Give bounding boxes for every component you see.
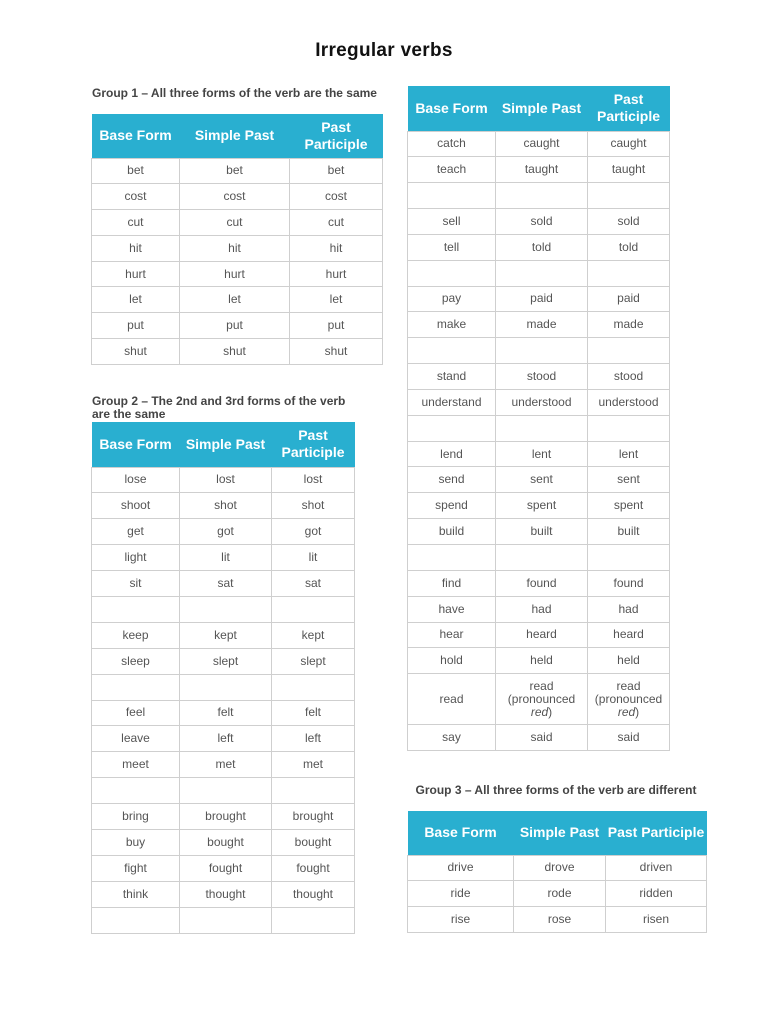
cell-base-form: sleep bbox=[92, 648, 180, 674]
table-row bbox=[92, 313, 383, 339]
cell-simple-past: sat bbox=[180, 571, 272, 597]
cell-simple-past: left bbox=[180, 726, 272, 752]
cell-simple-past: read (pronounced red) bbox=[496, 674, 588, 725]
cell-simple-past bbox=[180, 596, 272, 622]
table-row bbox=[408, 131, 670, 157]
header-past-participle: Past Participle bbox=[272, 422, 355, 467]
cell-simple-past: said bbox=[496, 725, 588, 751]
page-title: Irregular verbs bbox=[315, 40, 453, 61]
cell-base-form bbox=[92, 907, 180, 933]
cell-simple-past: hurt bbox=[180, 261, 290, 287]
cell-past-participle: read (pronounced red) bbox=[588, 674, 670, 725]
cell-base-form: understand bbox=[408, 389, 496, 415]
table-row bbox=[92, 261, 383, 287]
cell-past-participle: sold bbox=[588, 209, 670, 235]
cell-base-form: send bbox=[408, 467, 496, 493]
cell-simple-past: kept bbox=[180, 622, 272, 648]
table-row bbox=[92, 184, 383, 210]
group1-table bbox=[91, 114, 383, 365]
cell-base-form: build bbox=[408, 519, 496, 545]
cell-past-participle: driven bbox=[606, 855, 707, 881]
table-row bbox=[92, 726, 355, 752]
cell-simple-past: sent bbox=[496, 467, 588, 493]
table-row bbox=[408, 674, 670, 725]
cell-past-participle bbox=[272, 596, 355, 622]
cell-base-form: let bbox=[92, 287, 180, 313]
cell-past-participle: taught bbox=[588, 157, 670, 183]
cell-simple-past: stood bbox=[496, 364, 588, 390]
cell-simple-past: shut bbox=[180, 339, 290, 365]
table-row bbox=[92, 235, 383, 261]
group3-table bbox=[407, 811, 707, 933]
cell-simple-past: lost bbox=[180, 467, 272, 493]
table-row bbox=[408, 519, 670, 545]
header-simple-past: Simple Past bbox=[514, 811, 606, 855]
cell-past-participle: heard bbox=[588, 622, 670, 648]
cell-simple-past: cost bbox=[180, 184, 290, 210]
cell-past-participle: hurt bbox=[290, 261, 383, 287]
cell-past-participle: lent bbox=[588, 441, 670, 467]
cell-simple-past: heard bbox=[496, 622, 588, 648]
cell-base-form: hear bbox=[408, 622, 496, 648]
cell-past-participle: lit bbox=[272, 545, 355, 571]
cell-simple-past: had bbox=[496, 596, 588, 622]
cell-past-participle: brought bbox=[272, 804, 355, 830]
cell-base-form bbox=[408, 338, 496, 364]
table-row bbox=[408, 570, 670, 596]
table-row bbox=[408, 907, 707, 933]
table-row bbox=[408, 415, 670, 441]
cell-base-form: catch bbox=[408, 131, 496, 157]
table-row bbox=[408, 389, 670, 415]
cell-base-form: say bbox=[408, 725, 496, 751]
cell-past-participle bbox=[588, 338, 670, 364]
cell-base-form: shut bbox=[92, 339, 180, 365]
cell-simple-past: met bbox=[180, 752, 272, 778]
table-row bbox=[408, 467, 670, 493]
cell-base-form: meet bbox=[92, 752, 180, 778]
cell-base-form: tell bbox=[408, 234, 496, 260]
cell-past-participle: hit bbox=[290, 235, 383, 261]
group2-continued-table bbox=[407, 86, 670, 751]
cell-simple-past: sold bbox=[496, 209, 588, 235]
cell-base-form: cost bbox=[92, 184, 180, 210]
cell-past-participle: paid bbox=[588, 286, 670, 312]
cell-past-participle: stood bbox=[588, 364, 670, 390]
cell-past-participle: thought bbox=[272, 881, 355, 907]
cell-base-form: find bbox=[408, 570, 496, 596]
table-row bbox=[92, 545, 355, 571]
cell-past-participle: sat bbox=[272, 571, 355, 597]
cell-base-form: sell bbox=[408, 209, 496, 235]
cell-base-form: ride bbox=[408, 881, 514, 907]
table-row bbox=[92, 158, 383, 184]
header-base-form: Base Form bbox=[408, 811, 514, 855]
cell-simple-past: caught bbox=[496, 131, 588, 157]
cell-base-form: hurt bbox=[92, 261, 180, 287]
cell-simple-past: found bbox=[496, 570, 588, 596]
cell-simple-past: rode bbox=[514, 881, 606, 907]
table-row bbox=[92, 778, 355, 804]
cell-base-form: drive bbox=[408, 855, 514, 881]
cell-past-participle: made bbox=[588, 312, 670, 338]
cell-base-form: rise bbox=[408, 907, 514, 933]
cell-base-form: fight bbox=[92, 855, 180, 881]
table-row bbox=[408, 648, 670, 674]
table-row bbox=[408, 855, 707, 881]
table-row bbox=[92, 700, 355, 726]
cell-simple-past: thought bbox=[180, 881, 272, 907]
table-row bbox=[408, 209, 670, 235]
group1-heading: Group 1 – All three forms of the verb are the same bbox=[92, 86, 377, 100]
cell-simple-past: bet bbox=[180, 158, 290, 184]
cell-base-form bbox=[408, 183, 496, 209]
cell-simple-past bbox=[496, 260, 588, 286]
cell-base-form: make bbox=[408, 312, 496, 338]
table-row bbox=[92, 519, 355, 545]
table-row bbox=[92, 622, 355, 648]
cell-past-participle: fought bbox=[272, 855, 355, 881]
header-base-form: Base Form bbox=[92, 114, 180, 158]
cell-base-form: teach bbox=[408, 157, 496, 183]
cell-past-participle: slept bbox=[272, 648, 355, 674]
group2-heading: Group 2 – The 2nd and 3rd forms of the verb are the same bbox=[92, 394, 346, 421]
table-row bbox=[408, 286, 670, 312]
table-row bbox=[408, 183, 670, 209]
cell-base-form: put bbox=[92, 313, 180, 339]
cell-simple-past: cut bbox=[180, 210, 290, 236]
cell-past-participle: cost bbox=[290, 184, 383, 210]
cell-past-participle: held bbox=[588, 648, 670, 674]
cell-past-participle: felt bbox=[272, 700, 355, 726]
cell-past-participle bbox=[588, 545, 670, 571]
table-row bbox=[408, 622, 670, 648]
header-base-form: Base Form bbox=[408, 86, 496, 131]
cell-base-form: hit bbox=[92, 235, 180, 261]
cell-past-participle: put bbox=[290, 313, 383, 339]
cell-base-form bbox=[92, 596, 180, 622]
header-past-participle: Past Participle bbox=[588, 86, 670, 131]
cell-base-form: lend bbox=[408, 441, 496, 467]
group2-table bbox=[91, 422, 355, 934]
cell-simple-past: drove bbox=[514, 855, 606, 881]
table-row bbox=[408, 725, 670, 751]
cell-past-participle: let bbox=[290, 287, 383, 313]
cell-simple-past bbox=[180, 778, 272, 804]
cell-simple-past: told bbox=[496, 234, 588, 260]
cell-past-participle bbox=[272, 907, 355, 933]
cell-past-participle: ridden bbox=[606, 881, 707, 907]
cell-base-form: read bbox=[408, 674, 496, 725]
cell-simple-past: lent bbox=[496, 441, 588, 467]
cell-simple-past: let bbox=[180, 287, 290, 313]
table-row bbox=[408, 493, 670, 519]
cell-simple-past bbox=[496, 183, 588, 209]
cell-base-form bbox=[408, 545, 496, 571]
cell-past-participle: met bbox=[272, 752, 355, 778]
table-row bbox=[408, 234, 670, 260]
cell-past-participle bbox=[588, 183, 670, 209]
table-row bbox=[408, 545, 670, 571]
header-past-participle: Past Participle bbox=[290, 114, 383, 158]
table-row bbox=[92, 648, 355, 674]
cell-base-form: hold bbox=[408, 648, 496, 674]
table-row bbox=[408, 441, 670, 467]
cell-past-participle: lost bbox=[272, 467, 355, 493]
cell-past-participle bbox=[588, 415, 670, 441]
table-row bbox=[408, 312, 670, 338]
table-row bbox=[92, 804, 355, 830]
cell-past-participle: left bbox=[272, 726, 355, 752]
cell-simple-past bbox=[496, 545, 588, 571]
cell-base-form bbox=[408, 260, 496, 286]
cell-base-form: stand bbox=[408, 364, 496, 390]
cell-simple-past: paid bbox=[496, 286, 588, 312]
table-row bbox=[92, 881, 355, 907]
table-row bbox=[92, 287, 383, 313]
table-row bbox=[92, 907, 355, 933]
table-row bbox=[408, 338, 670, 364]
cell-base-form: get bbox=[92, 519, 180, 545]
cell-past-participle: shot bbox=[272, 493, 355, 519]
cell-simple-past: slept bbox=[180, 648, 272, 674]
cell-past-participle bbox=[272, 778, 355, 804]
cell-simple-past: put bbox=[180, 313, 290, 339]
table-row bbox=[92, 493, 355, 519]
cell-simple-past: taught bbox=[496, 157, 588, 183]
group3-heading: Group 3 – All three forms of the verb are different bbox=[415, 783, 697, 797]
cell-simple-past bbox=[180, 674, 272, 700]
cell-simple-past: made bbox=[496, 312, 588, 338]
table-row bbox=[92, 596, 355, 622]
cell-base-form: cut bbox=[92, 210, 180, 236]
cell-past-participle: spent bbox=[588, 493, 670, 519]
table-row bbox=[408, 881, 707, 907]
cell-past-participle: found bbox=[588, 570, 670, 596]
table-row bbox=[92, 855, 355, 881]
cell-simple-past: understood bbox=[496, 389, 588, 415]
cell-simple-past: shot bbox=[180, 493, 272, 519]
table-row bbox=[92, 674, 355, 700]
cell-base-form bbox=[92, 778, 180, 804]
table-row bbox=[92, 752, 355, 778]
cell-past-participle bbox=[588, 260, 670, 286]
cell-past-participle bbox=[272, 674, 355, 700]
header-simple-past: Simple Past bbox=[180, 114, 290, 158]
cell-past-participle: cut bbox=[290, 210, 383, 236]
header-past-participle: Past Participle bbox=[606, 811, 707, 855]
cell-past-participle: had bbox=[588, 596, 670, 622]
cell-past-participle: understood bbox=[588, 389, 670, 415]
cell-simple-past bbox=[496, 415, 588, 441]
cell-past-participle: said bbox=[588, 725, 670, 751]
cell-simple-past: fought bbox=[180, 855, 272, 881]
cell-base-form: shoot bbox=[92, 493, 180, 519]
cell-past-participle: bought bbox=[272, 829, 355, 855]
cell-simple-past: bought bbox=[180, 829, 272, 855]
table-row bbox=[408, 596, 670, 622]
cell-base-form: light bbox=[92, 545, 180, 571]
cell-past-participle: risen bbox=[606, 907, 707, 933]
cell-simple-past: brought bbox=[180, 804, 272, 830]
cell-simple-past: hit bbox=[180, 235, 290, 261]
cell-simple-past: lit bbox=[180, 545, 272, 571]
table-row bbox=[408, 260, 670, 286]
cell-base-form: have bbox=[408, 596, 496, 622]
cell-base-form: lose bbox=[92, 467, 180, 493]
cell-past-participle: kept bbox=[272, 622, 355, 648]
cell-base-form bbox=[92, 674, 180, 700]
cell-simple-past: spent bbox=[496, 493, 588, 519]
cell-past-participle: shut bbox=[290, 339, 383, 365]
cell-base-form: sit bbox=[92, 571, 180, 597]
table-row bbox=[92, 829, 355, 855]
header-simple-past: Simple Past bbox=[180, 422, 272, 467]
cell-base-form: leave bbox=[92, 726, 180, 752]
cell-simple-past: rose bbox=[514, 907, 606, 933]
header-base-form: Base Form bbox=[92, 422, 180, 467]
cell-base-form: bring bbox=[92, 804, 180, 830]
cell-base-form: spend bbox=[408, 493, 496, 519]
table-row bbox=[408, 157, 670, 183]
cell-simple-past: built bbox=[496, 519, 588, 545]
cell-simple-past: held bbox=[496, 648, 588, 674]
cell-base-form: keep bbox=[92, 622, 180, 648]
cell-base-form bbox=[408, 415, 496, 441]
cell-past-participle: built bbox=[588, 519, 670, 545]
table-row bbox=[92, 339, 383, 365]
cell-base-form: think bbox=[92, 881, 180, 907]
cell-past-participle: told bbox=[588, 234, 670, 260]
cell-past-participle: got bbox=[272, 519, 355, 545]
cell-base-form: buy bbox=[92, 829, 180, 855]
cell-past-participle: caught bbox=[588, 131, 670, 157]
cell-base-form: pay bbox=[408, 286, 496, 312]
cell-simple-past: got bbox=[180, 519, 272, 545]
cell-simple-past bbox=[496, 338, 588, 364]
header-simple-past: Simple Past bbox=[496, 86, 588, 131]
cell-past-participle: bet bbox=[290, 158, 383, 184]
cell-past-participle: sent bbox=[588, 467, 670, 493]
cell-base-form: feel bbox=[92, 700, 180, 726]
table-row bbox=[408, 364, 670, 390]
table-row bbox=[92, 210, 383, 236]
cell-base-form: bet bbox=[92, 158, 180, 184]
table-row bbox=[92, 571, 355, 597]
cell-simple-past bbox=[180, 907, 272, 933]
table-row bbox=[92, 467, 355, 493]
cell-simple-past: felt bbox=[180, 700, 272, 726]
